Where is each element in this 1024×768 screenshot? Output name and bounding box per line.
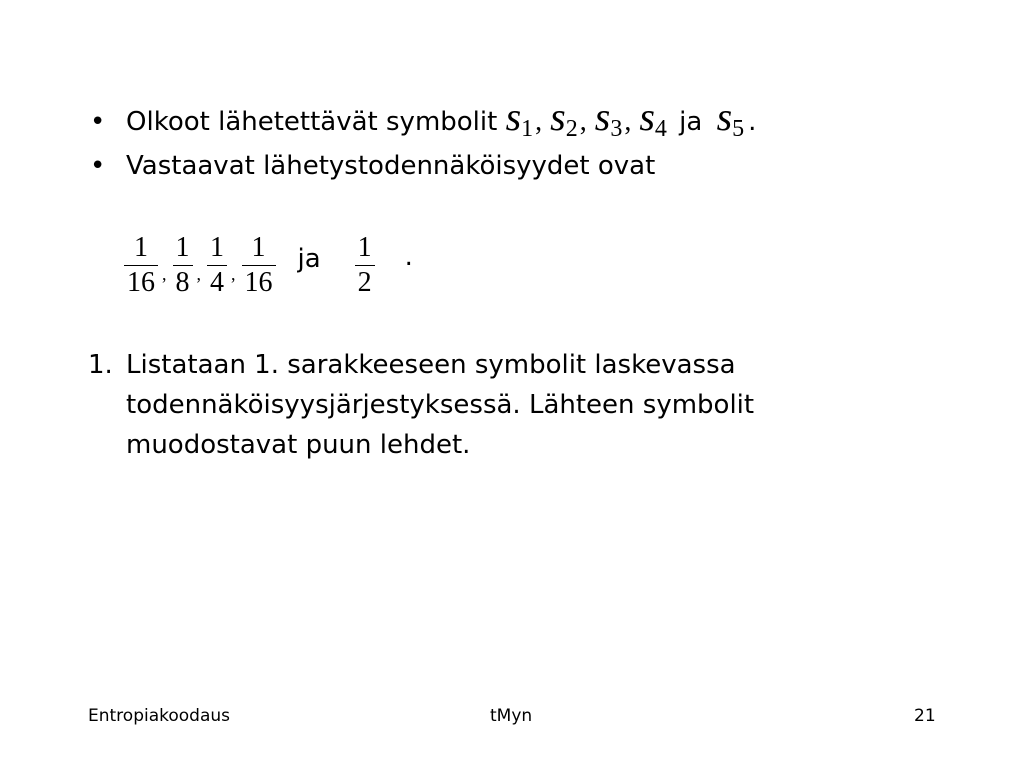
fraction-1-4: $\frac{1}{4}$ — [207, 231, 227, 300]
bullet-marker: • — [90, 107, 106, 137]
step-text-line: todennäköisyysjärjestyksessä. Lähteen symbolit — [126, 390, 755, 420]
footer-author: tMyn — [490, 706, 533, 726]
step-number: 1. — [88, 350, 113, 380]
numbered-step — [88, 345, 908, 465]
bullet-text: Olkoot lähetettävät symbolit — [126, 107, 498, 137]
symbol-s2: $s_2$ — [550, 94, 578, 142]
sentence-end: . — [404, 242, 413, 272]
fraction-separator: , — [196, 263, 201, 284]
symbol-separator: , — [535, 106, 543, 137]
sentence-end: . — [748, 107, 757, 137]
step-text-line: Listataan 1. sarakkeeseen symbolit laskevassa — [126, 350, 736, 380]
symbol-s4: $s_4$ — [639, 94, 667, 142]
bullet-marker: • — [90, 151, 106, 181]
fraction-1-8: $\frac{1}{8}$ — [173, 231, 193, 300]
symbol-separator: , — [579, 106, 587, 137]
fraction-1-2: $\frac{1}{2}$ — [355, 231, 375, 300]
conjunction-ja: ja — [679, 107, 703, 137]
conjunction-ja: ja — [297, 244, 321, 274]
fraction-separator: , — [162, 263, 167, 284]
symbol-s1: $s_1$ — [505, 94, 534, 142]
symbol-s3: $s_3$ — [594, 94, 623, 142]
fraction-separator: , — [231, 263, 236, 284]
footer-title: Entropiakoodaus — [88, 706, 231, 726]
bullet-text: Vastaavat lähetystodennäköisyydet ovat — [126, 151, 656, 181]
footer-page-number: 21 — [914, 706, 936, 726]
bullet-symbols — [90, 94, 757, 144]
bullet-probabilities — [90, 151, 655, 181]
symbol-separator: , — [624, 106, 632, 137]
probability-fractions — [124, 220, 413, 310]
step-text-line: muodostavat puun lehdet. — [126, 430, 471, 460]
symbol-s5: $s_5$ — [716, 94, 745, 142]
fraction-1-16: $\frac{1}{16}$ — [124, 231, 158, 300]
fraction-1-16-second: $\frac{1}{16}$ — [242, 231, 276, 300]
